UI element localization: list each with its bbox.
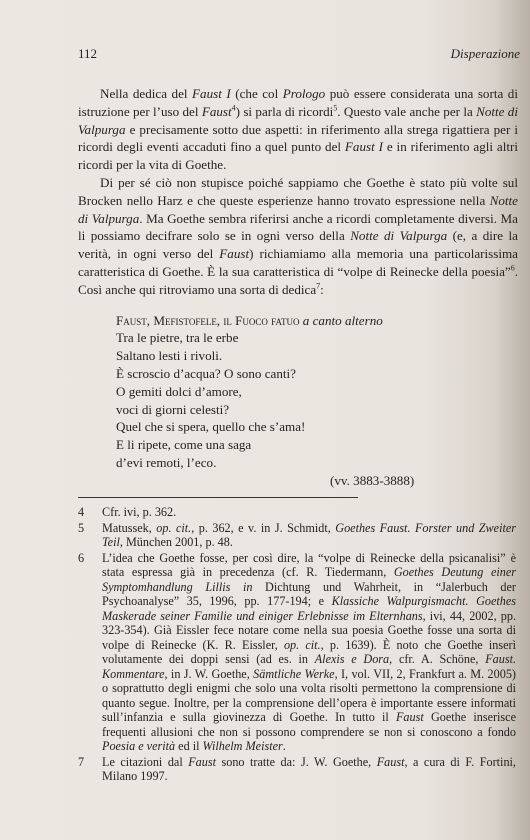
text-run: , cfr. A. Schöne,: [389, 652, 486, 666]
poem-line: Saltano lesti i rivoli.: [116, 348, 223, 364]
page-number: 112: [78, 46, 98, 61]
text-run: , ivi, 44, 2002, pp. 323-354). Già Eissler fece notare come nella sua poesia Goethe fosse una sorta di volpe di Reinecke (K. R. Eissler,: [102, 608, 516, 652]
text-run: e precisamente sotto due aspetti: in riferimento alla strega rigattiera per i ricordi degli eventi accaduti fino a quel punto del: [78, 121, 518, 155]
footnote-text: [102, 521, 516, 550]
text-run: Faust, Mefistofele, il Fuoco fatuo: [116, 312, 300, 328]
paragraph: [78, 174, 518, 299]
poem-line: O gemiti dolci d’amore,: [116, 383, 242, 399]
text-run: , I, vol. VII, 2, Frankfurt a. M. 2005) o soprattutto degli enigmi che solo una volta risolti permettono la comprensione di quanto segue. Inoltre, per la comprensione dell’opera è importante essere informati sull’infanzia e sulla giovinezza di Goethe. In tutto il: [102, 666, 516, 724]
footnote-ref: 6: [510, 263, 515, 273]
text-run: Goethes Deutung einer Symptomhandlung Lillis in: [102, 565, 516, 594]
text-run: , a cura di F. Fortini, Milano 1997.: [102, 754, 516, 783]
text-run: :: [320, 281, 324, 297]
footnotes: [78, 505, 516, 785]
text-run: . Ma Goethe sembra riferirsi anche a ricordi completamente diversi. Ma li possiamo decifrare solo se in ogni verso della: [78, 210, 518, 244]
text-run: L’idea che Goethe fosse, per così dire, la “volpe di Reinecke della psicanalisi” è stata espressa già in precedenza (cf. R. Tiedermann,: [102, 550, 516, 579]
footnote-number: 7: [78, 754, 85, 769]
text-run: Dichtung und Wahrheit, in “Jalerbuch der Psychoanalyse” 35, 1996, pp. 177-194; e: [102, 579, 516, 608]
footnote-ref: 4: [231, 103, 236, 113]
text-run: può essere considerata una sorta di istruzione per l’uso del: [78, 86, 518, 119]
footnote: [78, 505, 516, 520]
footnote-number: 5: [78, 520, 85, 535]
footnote-ref: 7: [316, 281, 321, 291]
text-run: Goethes Faust. Forster und Zweiter Teil: [102, 520, 517, 549]
footnote-number: 6: [78, 550, 85, 565]
text-run: ed il: [175, 739, 203, 753]
text-run: Alexis e Dora: [314, 652, 390, 666]
text-run: op. cit.: [156, 520, 192, 535]
poem-heading: [116, 312, 518, 330]
poem-line: È scroscio d’acqua? O sono canti?: [116, 365, 296, 381]
text-run: (che col: [230, 86, 283, 101]
poem-line: Quel che si spera, quello che s’ama!: [116, 419, 306, 435]
text-run: Faust: [376, 754, 405, 769]
page-header: [78, 46, 520, 66]
text-run: . Così anche qui ritroviamo una sorta di dedica: [78, 263, 518, 297]
text-run: Faust: [395, 710, 424, 724]
poem-line: voci di giorni celesti?: [116, 401, 230, 417]
text-run: Faust I: [344, 139, 383, 155]
text-run: Poesia e verità: [102, 739, 176, 753]
text-run: Notte di Valpurga: [350, 228, 448, 244]
text-run: . Questo vale anche per la: [337, 103, 477, 119]
text-run: , p. 362, e v. in J. Schmidt,: [191, 520, 336, 535]
text-run: Notte di Valpurga: [78, 192, 518, 226]
poem-quotation: [116, 312, 518, 490]
footnote-ref: 5: [333, 103, 338, 113]
paragraph: [78, 85, 518, 174]
text-run: op. cit.: [283, 637, 321, 652]
footnote: [78, 521, 516, 550]
text-run: sono tratte da: J. W. Goethe,: [215, 754, 377, 769]
text-run: , München 2001, p. 48.: [119, 535, 233, 549]
text-run: a canto alterno: [299, 312, 383, 328]
text-run: , p. 1639). È noto che Goethe inserì volutamente dei doppi sensi (ad es. in: [102, 637, 516, 666]
text-run: Matussek,: [102, 520, 157, 535]
text-run: Sämtliche Werke: [253, 666, 335, 681]
text-run: Prologo: [282, 86, 326, 101]
text-run: Goethe inserisce frequenti allusioni che non si possono comprendere se non si conoscono a fondo: [102, 710, 516, 739]
text-run: Wilhelm Meister: [202, 739, 283, 753]
text-run: Klassiche Walpurgismacht. Goethes Maskerade seiner Familie und einiger Erlebnisse im Elternhans: [102, 594, 517, 623]
poem-line: E li ripete, come una saga: [116, 437, 252, 453]
text-run: Faust: [201, 103, 232, 119]
running-title: Disperazione: [450, 46, 520, 61]
footnote-text: [102, 755, 516, 784]
text-run: ) richiamiamo alla memoria una particolarissima caratteristica di Goethe. È la sua caratteristica di “volpe di Reinecke della poesia”: [78, 246, 518, 279]
text-run: e in riferimento agli altri ricordi per la vita di Goethe.: [78, 139, 519, 173]
footnote-text: [102, 505, 516, 520]
text-run: ) si parla di ricordi: [235, 103, 334, 119]
text-run: (e, a dire la verità, in ogni verso del: [78, 228, 518, 262]
text-run: , in J. W. Goethe,: [164, 666, 254, 681]
poem-line: d’evi remoti, l’eco.: [116, 454, 217, 470]
verse-reference: (vv. 3883-3888): [330, 472, 415, 488]
text-run: Di per sé ciò non stupisce poiché sappiamo che Goethe è stato più volte sul Brocken nello Harz e che queste esperienze hanno trovato espressione nella: [78, 174, 518, 208]
main-text: [78, 85, 518, 490]
poem-line: Tra le pietre, tra le erbe: [116, 330, 239, 346]
text-run: Faust: [188, 754, 216, 769]
text-run: Faust I: [192, 86, 231, 101]
text-run: Nella dedica del: [100, 86, 193, 101]
footnote: [78, 551, 516, 754]
text-run: Notte di Valpurga: [78, 103, 518, 137]
text-run: Faust: [219, 246, 250, 262]
text-run: Faust. Kommentare: [102, 652, 516, 681]
footnote: [78, 755, 516, 784]
footnote-separator: [78, 497, 358, 498]
text-run: Cfr. ivi, p. 362.: [102, 505, 177, 519]
footnote-number: 4: [78, 505, 85, 519]
text-run: Le citazioni dal: [102, 754, 189, 769]
text-run: .: [282, 739, 286, 753]
footnote-text: [102, 551, 516, 754]
